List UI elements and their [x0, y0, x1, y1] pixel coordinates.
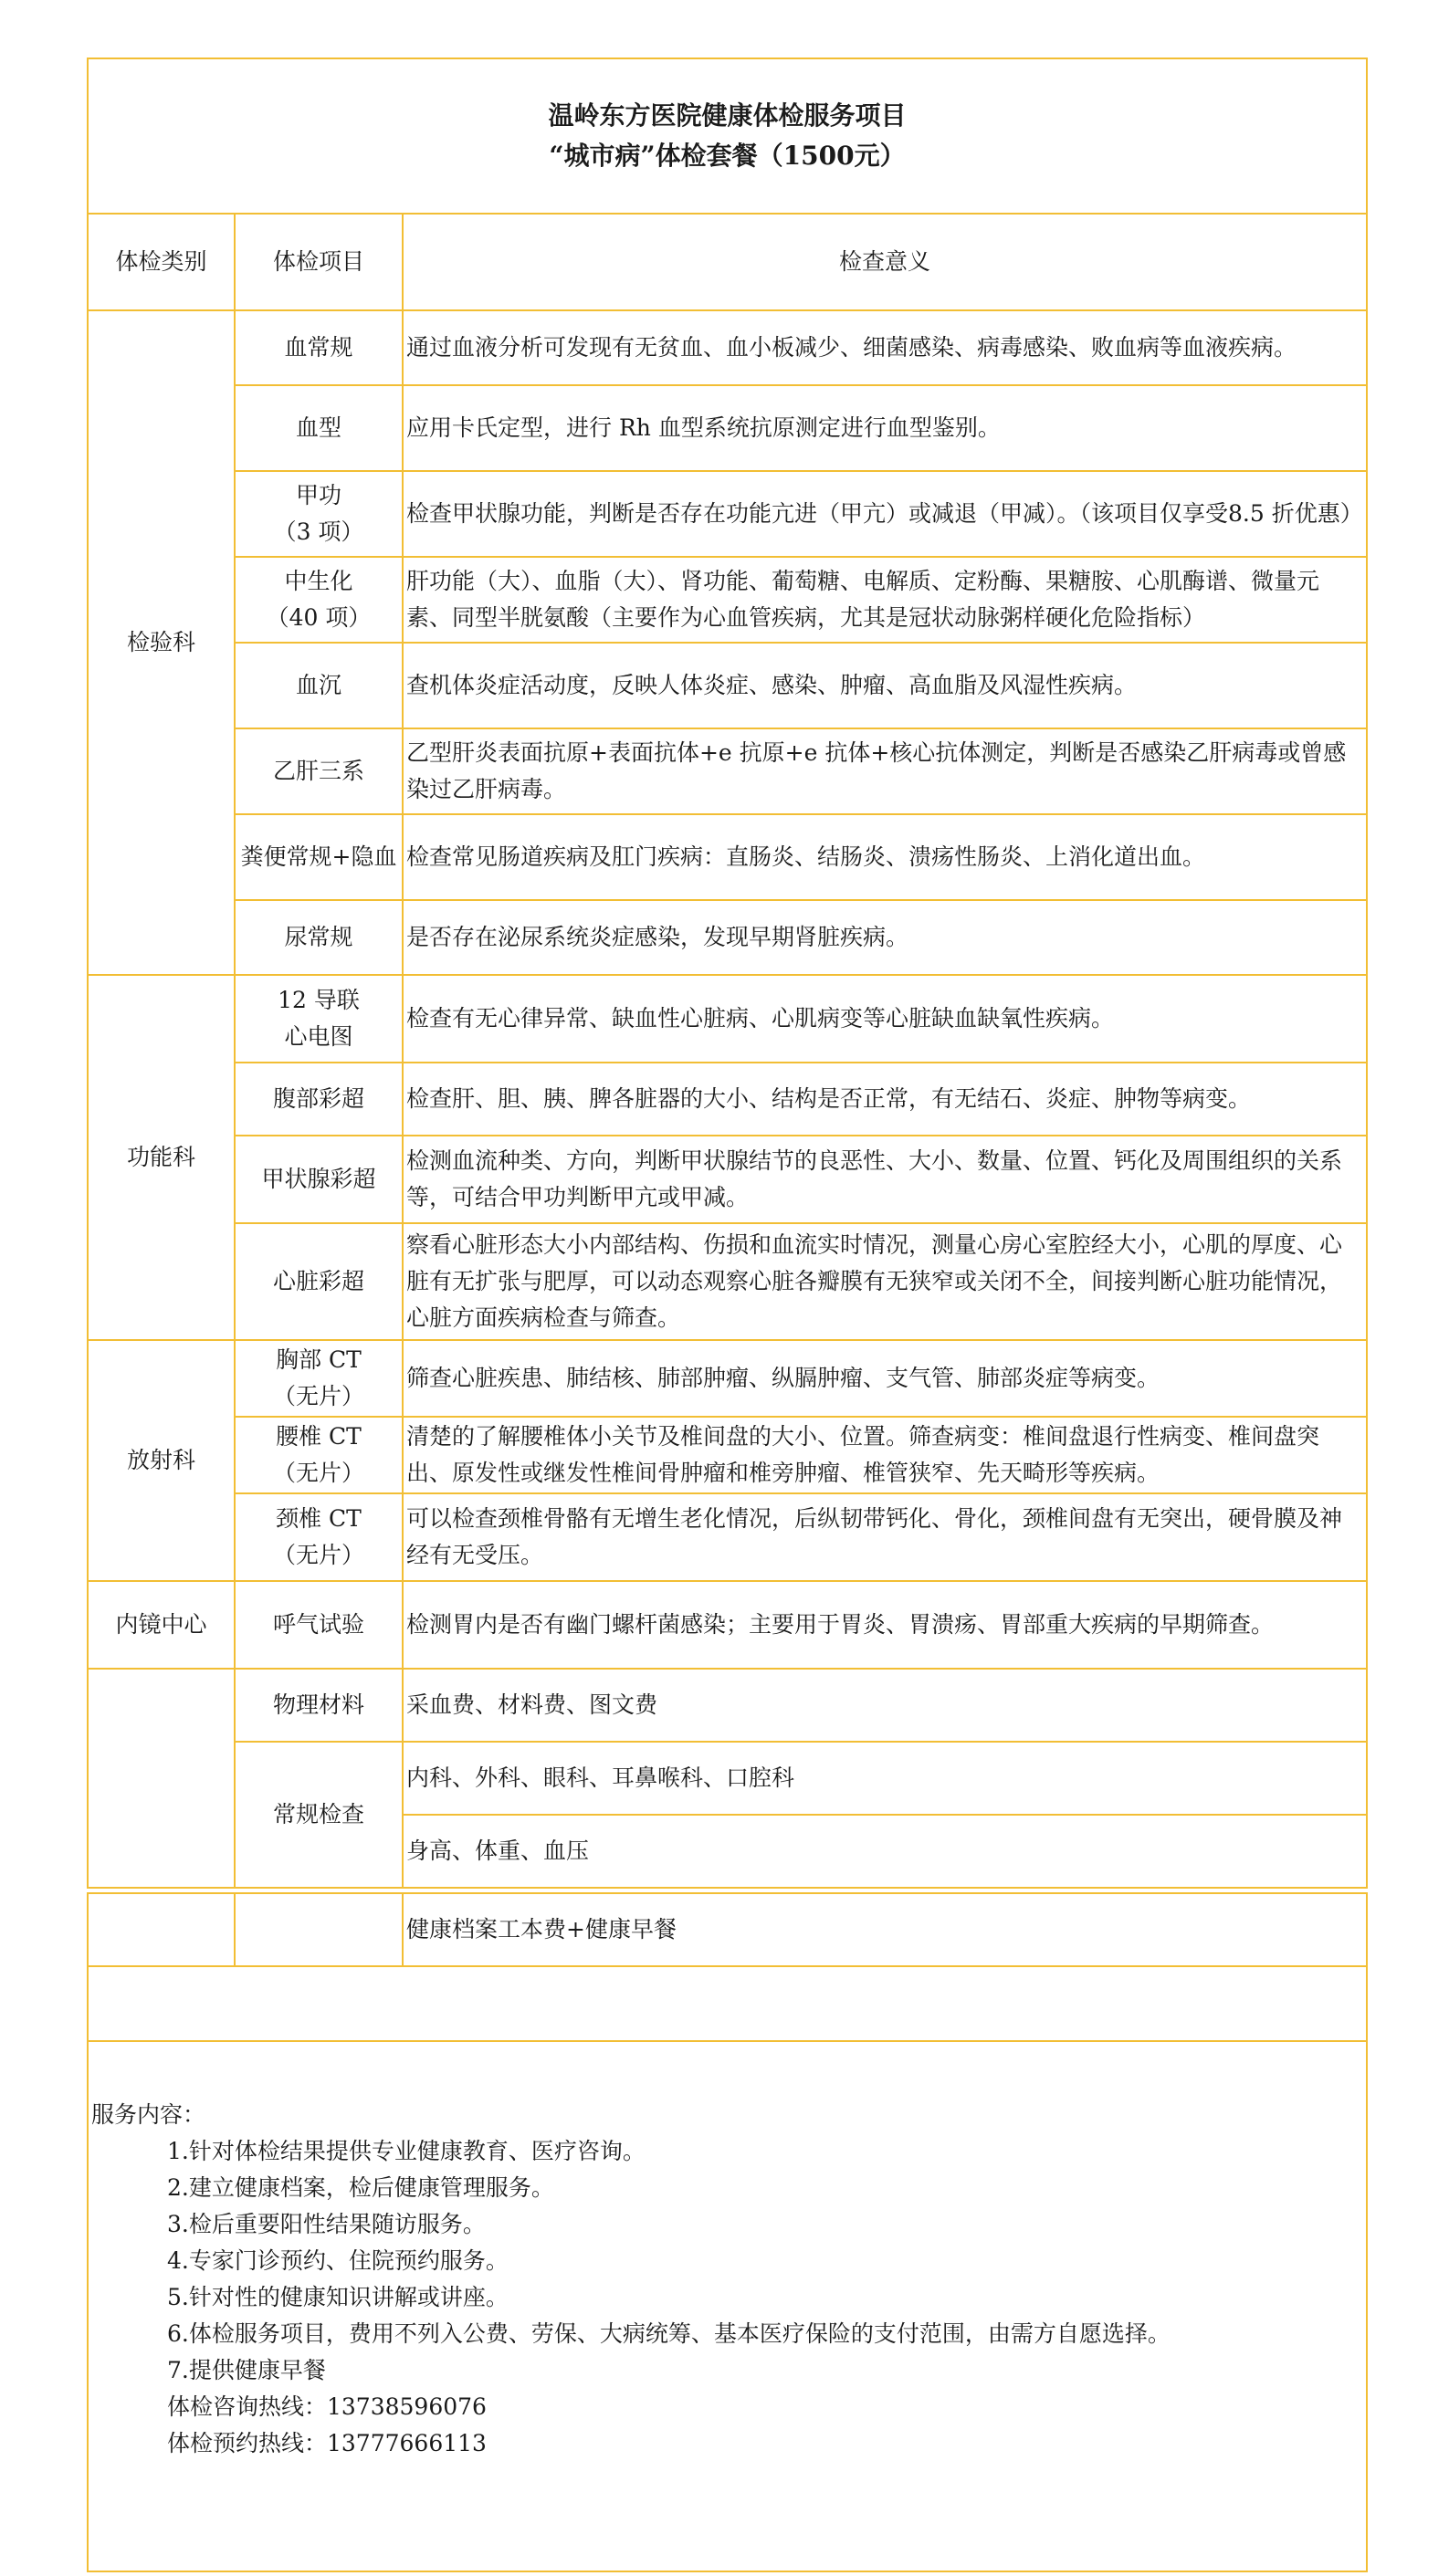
exam-item-name-line: 中生化: [284, 568, 353, 594]
service-item: 1.针对体检结果提供专业健康教育、医疗咨询。: [167, 2138, 646, 2164]
category-endo: 内镜中心: [88, 1581, 235, 1669]
exam-item-name-line: 12 导联: [278, 987, 360, 1013]
category-radio: 放射科: [88, 1340, 235, 1581]
exam-item-name-line: 尿常规: [284, 924, 353, 950]
exam-item-name-line: 粪便常规+隐血: [240, 843, 397, 870]
table-row: [88, 1223, 1367, 1340]
service-item: 4.专家门诊预约、住院预约服务。: [167, 2247, 509, 2274]
table-row: [88, 310, 1367, 385]
empty-cell: [235, 1893, 403, 1966]
exam-item-name-line: 腰椎 CT: [276, 1423, 362, 1450]
service-item: 5.针对性的健康知识讲解或讲座。: [167, 2284, 509, 2310]
service-row: [88, 2041, 1367, 2571]
exam-item-name: [235, 1340, 403, 1417]
exam-item-meaning: 清楚的了解腰椎体小关节及椎间盘的大小、位置。筛查病变：椎间盘退行性病变、椎间盘突出、原发性或继发性椎间骨肿瘤和椎旁肿瘤、椎管狭窄、先天畸形等疾病。: [403, 1417, 1367, 1493]
exam-item-name-line: （无片）: [272, 1383, 364, 1409]
exam-item-meaning: 检查常见肠道疾病及肛门疾病：直肠炎、结肠炎、溃疡性肠炎、上消化道出血。: [403, 814, 1367, 900]
exam-item-name: [235, 1581, 403, 1669]
exam-item-name: [235, 471, 403, 557]
exam-item-name-line: 颈椎 CT: [276, 1505, 362, 1532]
exam-item-name-line: 血型: [295, 414, 341, 441]
category-other: [88, 1669, 235, 1888]
header-item: 体检项目: [235, 214, 403, 310]
exam-item-name: [235, 728, 403, 814]
exam-item-meaning: 检查甲状腺功能，判断是否存在功能亢进（甲亢）或减退（甲减）。（该项目仅享受8.5 折优惠）: [403, 471, 1367, 557]
category-func: 功能科: [88, 975, 235, 1340]
service-label: 服务内容：: [91, 2101, 206, 2128]
table-row: [88, 728, 1367, 814]
exam-item-name-line: 血沉: [295, 672, 341, 698]
exam-item-meaning: 察看心脏形态大小内部结构、伤损和血流实时情况，测量心房心室腔经大小，心肌的厚度、心脏有无扩张与肥厚，可以动态观察心脏各瓣膜有无狭窄或关闭不全，间接判断心脏功能情况，心脏方面疾病检查与筛查。: [403, 1223, 1367, 1340]
exam-item-name: [235, 310, 403, 385]
table-row: [88, 557, 1367, 643]
exam-item-meaning: 内科、外科、眼科、耳鼻喉科、口腔科: [403, 1742, 1367, 1815]
exam-item-name-line: （无片）: [272, 1460, 364, 1486]
exam-item-meaning: 应用卡氏定型，进行 Rh 血型系统抗原测定进行血型鉴别。: [403, 385, 1367, 471]
table-row: [88, 1340, 1367, 1417]
exam-item-name-line: 乙肝三系: [272, 758, 364, 784]
service-item: 3.检后重要阳性结果随访服务。: [167, 2211, 486, 2237]
exam-item-name: [235, 1493, 403, 1581]
exam-item-name: [235, 1063, 403, 1136]
service-item: 6.体检服务项目，费用不列入公费、劳保、大病统筹、基本医疗保险的支付范围，由需方自愿选择。: [167, 2320, 1171, 2347]
exam-item-name-line: 心脏彩超: [272, 1268, 364, 1294]
exam-item-meaning: 查机体炎症活动度，反映人体炎症、感染、肿瘤、高血脂及风湿性疾病。: [403, 643, 1367, 728]
category-lab: 检验科: [88, 310, 235, 975]
table-row: [88, 975, 1367, 1063]
exam-item-name: [235, 385, 403, 471]
exam-item-name-line: 甲状腺彩超: [261, 1166, 376, 1192]
header-row: [88, 214, 1367, 310]
exam-item-meaning: 筛查心脏疾患、肺结核、肺部肿瘤、纵膈肿瘤、支气管、肺部炎症等病变。: [403, 1340, 1367, 1417]
service-item: 2.建立健康档案，检后健康管理服务。: [167, 2174, 554, 2201]
exam-item-name-line: 胸部 CT: [276, 1346, 362, 1373]
title-cell: [88, 58, 1367, 214]
exam-item-name-line: 血常规: [284, 334, 353, 361]
table-row: [88, 1136, 1367, 1223]
exam-item-meaning: 采血费、材料费、图文费: [403, 1669, 1367, 1742]
empty-cell: [88, 1893, 235, 1966]
exam-item-meaning: 身高、体重、血压: [403, 1815, 1367, 1888]
table-row: [88, 471, 1367, 557]
consult-hotline: 体检咨询热线：13738596076: [167, 2393, 487, 2420]
exam-item-meaning: 检测血流种类、方向，判断甲状腺结节的良恶性、大小、数量、位置、钙化及周围组织的关系等，可结合甲功判断甲亢或甲减。: [403, 1136, 1367, 1223]
service-section: [88, 2041, 1367, 2571]
exam-item-name: 常规检查: [235, 1742, 403, 1888]
booking-hotline: 体检预约热线：13777666113: [167, 2430, 487, 2456]
service-item: 7.提供健康早餐: [167, 2357, 326, 2383]
exam-item-meaning: 可以检查颈椎骨骼有无增生老化情况，后纵韧带钙化、骨化，颈椎间盘有无突出，硬骨膜及神经有无受压。: [403, 1493, 1367, 1581]
exam-item-name: [235, 643, 403, 728]
exam-item-name-line: （40 项）: [266, 604, 372, 631]
exam-item-name: [235, 814, 403, 900]
exam-item-meaning: 通过血液分析可发现有无贫血、血小板减少、细菌感染、病毒感染、败血病等血液疾病。: [403, 310, 1367, 385]
package-table: [87, 58, 1368, 2572]
exam-item-name: [235, 1223, 403, 1340]
exam-item-name-line: 腹部彩超: [272, 1085, 364, 1112]
table-row: [88, 1893, 1367, 1966]
header-category: 体检类别: [88, 214, 235, 310]
exam-item-name: [235, 557, 403, 643]
exam-item-meaning: 检测胃内是否有幽门螺杆菌感染；主要用于胃炎、胃溃疡、胃部重大疾病的早期筛查。: [403, 1581, 1367, 1669]
table-row: [88, 643, 1367, 728]
table-row-blank: [88, 1966, 1367, 2041]
exam-item-name-line: （3 项）: [273, 518, 364, 545]
package-subtitle: “城市病”体检套餐（1500元）: [549, 141, 906, 171]
exam-item-name: 物理材料: [235, 1669, 403, 1742]
package-sheet: [87, 58, 1368, 2572]
exam-item-meaning: 肝功能（大）、血脂（大）、肾功能、葡萄糖、电解质、定粉酶、果糖胺、心肌酶谱、微量元素、同型半胱氨酸（主要作为心血管疾病，尤其是冠状动脉粥样硬化危险指标）: [403, 557, 1367, 643]
exam-item-name: [235, 1136, 403, 1223]
exam-item-name: [235, 1417, 403, 1493]
exam-item-meaning: 检查有无心律异常、缺血性心脏病、心肌病变等心脏缺血缺氧性疾病。: [403, 975, 1367, 1063]
exam-item-meaning: 是否存在泌尿系统炎症感染，发现早期肾脏疾病。: [403, 900, 1367, 975]
archive-fee: 健康档案工本费+健康早餐: [403, 1893, 1367, 1966]
exam-item-name-line: 心电图: [284, 1023, 353, 1050]
table-row: [88, 385, 1367, 471]
exam-item-name-line: 呼气试验: [272, 1611, 364, 1638]
exam-item-name: [235, 900, 403, 975]
exam-item-name-line: 甲功: [295, 482, 341, 508]
table-row: [88, 1742, 1367, 1815]
table-row: [88, 1493, 1367, 1581]
page-title: 温岭东方医院健康体检服务项目: [548, 100, 907, 131]
table-row: [88, 1669, 1367, 1742]
table-row: [88, 1581, 1367, 1669]
exam-item-meaning: 乙型肝炎表面抗原+表面抗体+e 抗原+e 抗体+核心抗体测定，判断是否感染乙肝病毒或曾感染过乙肝病毒。: [403, 728, 1367, 814]
table-row: [88, 814, 1367, 900]
table-row: [88, 1417, 1367, 1493]
table-row: [88, 900, 1367, 975]
exam-item-name: [235, 975, 403, 1063]
exam-item-name-line: （无片）: [272, 1542, 364, 1568]
header-meaning: 检查意义: [403, 214, 1367, 310]
blank-cell: [88, 1966, 1367, 2041]
table-row: [88, 1063, 1367, 1136]
exam-item-meaning: 检查肝、胆、胰、脾各脏器的大小、结构是否正常，有无结石、炎症、肿物等病变。: [403, 1063, 1367, 1136]
